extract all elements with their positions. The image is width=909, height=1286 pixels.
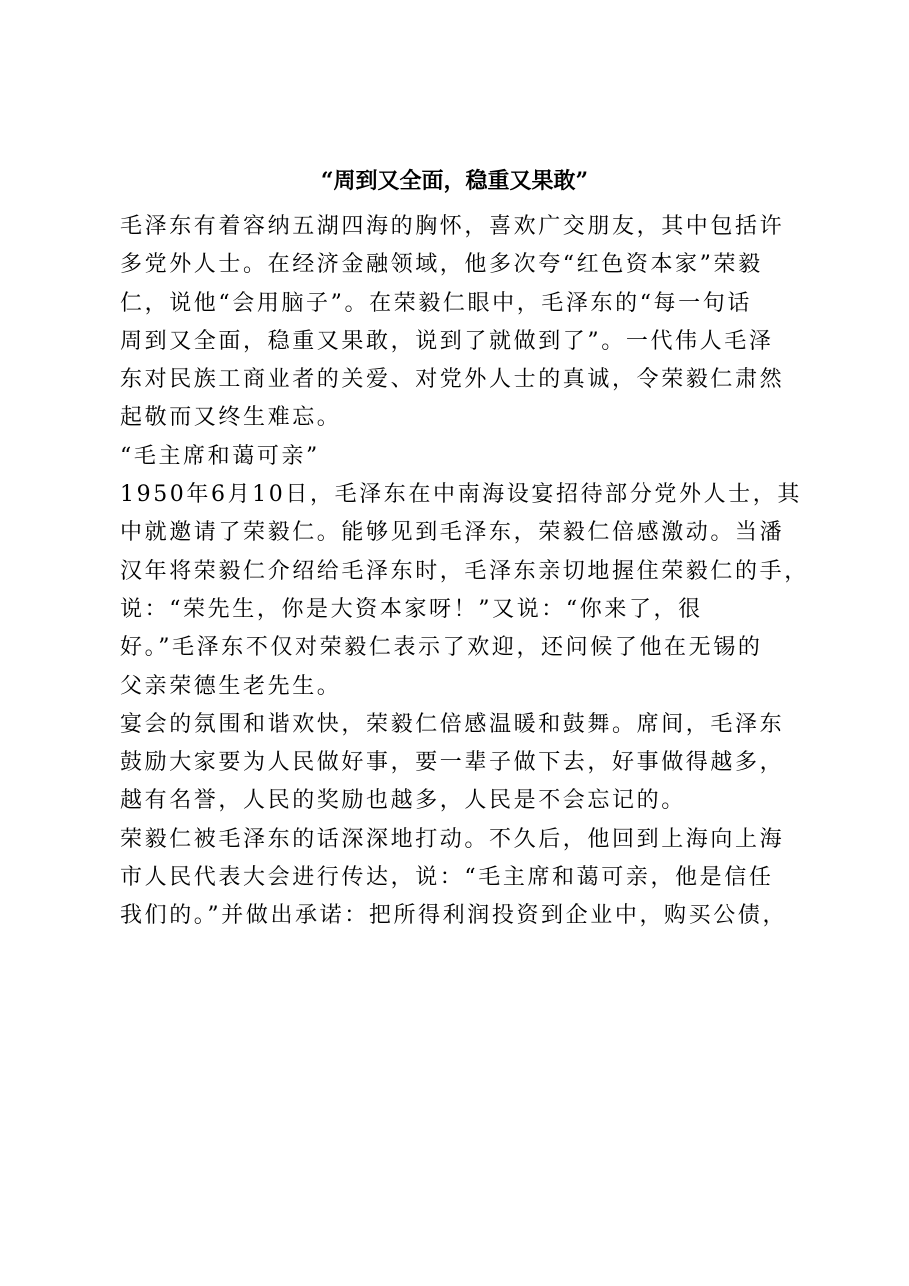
section-heading: “毛主席和蔼可亲” <box>120 443 320 469</box>
text-line: 仁，说他“会用脑子”。在荣毅仁眼中，毛泽东的“每一句话 <box>120 290 752 316</box>
text-line: 多党外人士。在经济金融领域，他多次夸“红色资本家”荣毅 <box>120 252 763 278</box>
text-line: 中就邀请了荣毅仁。能够见到毛泽东，荣毅仁倍感激动。当潘 <box>120 520 785 546</box>
article-body <box>120 208 810 936</box>
text-line: 鼓励大家要为人民做好事，要一辈子做下去，好事做得越多， <box>120 750 785 776</box>
text-line: 周到又全面，稳重又果敢，说到了就做到了”。一代伟人毛泽 <box>120 328 774 354</box>
text-line: 毛泽东有着容纳五湖四海的胸怀，喜欢广交朋友，其中包括许 <box>120 214 785 239</box>
text-line: 说：“荣先生，你是大资本家呀！”又说：“你来了，很 <box>120 596 703 622</box>
text-line: 汉年将荣毅仁介绍给毛泽东时，毛泽东亲切地握住荣毅仁的手， <box>120 558 809 584</box>
text-line: 荣毅仁被毛泽东的话深深地打动。不久后，他回到上海向上海 <box>120 826 785 852</box>
text-line: 好。”毛泽东不仅对荣毅仁表示了欢迎，还问候了他在无锡的 <box>120 635 763 661</box>
text-line: 起敬而又终生难忘。 <box>120 405 342 431</box>
text-line: 越有名誉，人民的奖励也越多，人民是不会忘记的。 <box>120 788 686 814</box>
text-line: 父亲荣德生老先生。 <box>120 673 342 699</box>
text-line: 我们的。”并做出承诺：把所得利润投资到企业中，购买公债， <box>120 903 788 929</box>
text-line: 宴会的氛围和谐欢快，荣毅仁倍感温暖和鼓舞。席间，毛泽东 <box>120 711 785 737</box>
text-line: 1950年6月10日，毛泽东在中南海设宴招待部分党外人士，其 <box>120 482 802 508</box>
document-title: “周到又全面，稳重又果敢” <box>320 168 589 194</box>
text-line: 市人民代表大会进行传达，说：“毛主席和蔼可亲，他是信任 <box>120 865 774 891</box>
text-line: 东对民族工商业者的关爱、对党外人士的真诚，令荣毅仁肃然 <box>120 367 785 393</box>
